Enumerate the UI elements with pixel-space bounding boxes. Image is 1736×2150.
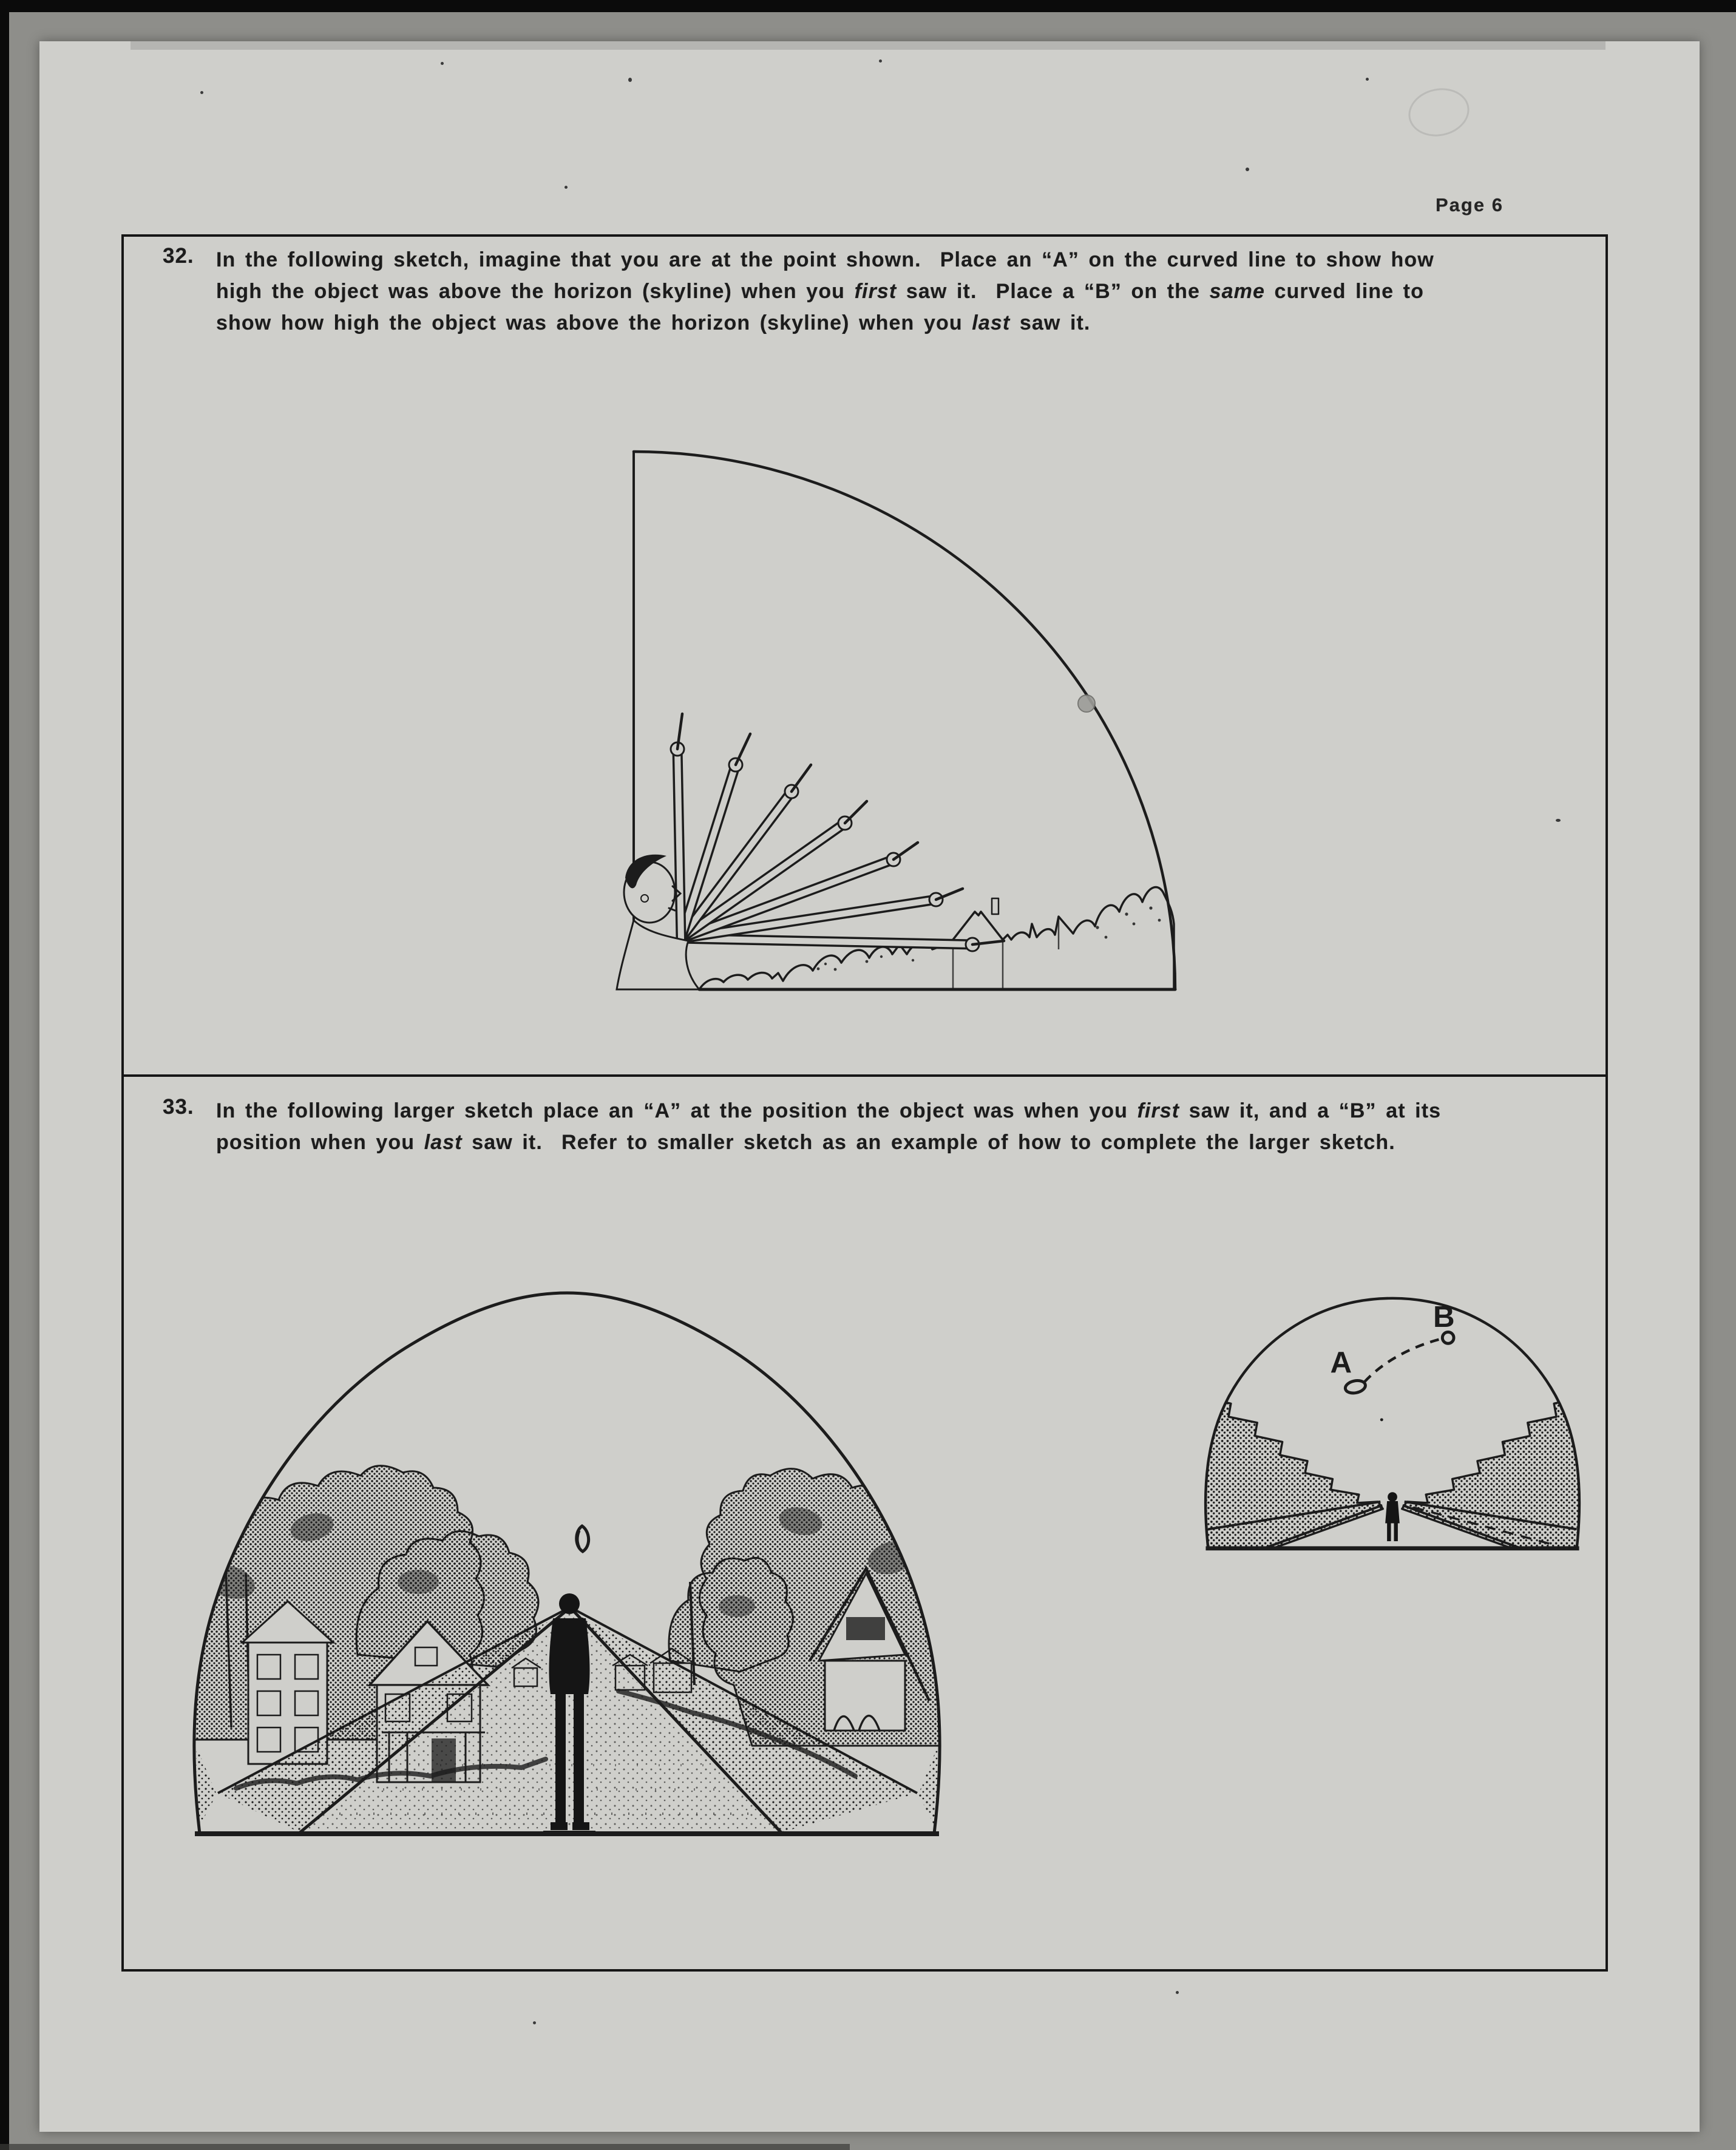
dust-speck [879, 59, 882, 63]
page-top-shadow [131, 41, 1605, 50]
question-32-line1: In the following sketch, imagine that you are at the point shown. Place an “A” on the curved line to show how [216, 248, 1434, 271]
object-position-b [1442, 1332, 1454, 1344]
document-page [39, 41, 1700, 2132]
dust-speck [565, 186, 568, 189]
man-head [624, 855, 680, 923]
elevation-quarter-circle-sketch [609, 427, 1186, 1004]
smudge-mark [1078, 695, 1095, 712]
pointing-man-figure [617, 714, 1004, 989]
scanner-edge-bottom [0, 2144, 850, 2150]
question-32-number: 32. [163, 244, 194, 268]
dust-speck [628, 78, 632, 82]
question-33-line1: In the following larger sketch place an “A” at the position the object was when you first saw it, and a “B” at its [216, 1099, 1442, 1122]
dust-speck [533, 2021, 536, 2024]
path-annotation [1330, 1300, 1454, 1395]
right-tree-mass [1402, 1396, 1590, 1548]
label-a: A [1330, 1346, 1352, 1380]
question-divider-line [123, 1074, 1607, 1077]
dust-speck [1176, 1991, 1179, 1994]
dashed-trajectory [1365, 1339, 1441, 1382]
stamp-watermark [1404, 83, 1474, 141]
scanner-edge-top [0, 0, 1736, 12]
question-32-line2: high the object was above the horizon (skyline) when you first saw it. Place a “B” on the same curved line to [216, 280, 1424, 303]
chimney [992, 898, 999, 914]
example-sketch [1183, 1265, 1602, 1568]
dust-speck [1380, 1418, 1383, 1421]
observer-figure [1385, 1492, 1400, 1541]
ufo-object-marker [577, 1526, 589, 1551]
page-number-label: Page 6 [1436, 194, 1504, 215]
question-33-line2: position when you last saw it. Refer to smaller sketch as an example of how to complete the larger sketch. [216, 1131, 1395, 1154]
dust-speck [1246, 168, 1249, 171]
object-position-a [1344, 1379, 1366, 1395]
left-tree-mass [1195, 1396, 1383, 1548]
dust-speck [441, 62, 444, 65]
dust-speck [200, 91, 203, 94]
pointing-arms [671, 714, 1004, 951]
dust-speck [1366, 78, 1369, 81]
street-scene-sketch [157, 1266, 977, 1849]
question-32-line3: show how high the object was above the horizon (skyline) when you last saw it. [216, 311, 1091, 334]
label-b: B [1433, 1300, 1455, 1334]
question-33-number: 33. [163, 1095, 194, 1119]
questions-frame [121, 234, 1608, 1972]
scanner-edge-left [0, 0, 9, 2150]
